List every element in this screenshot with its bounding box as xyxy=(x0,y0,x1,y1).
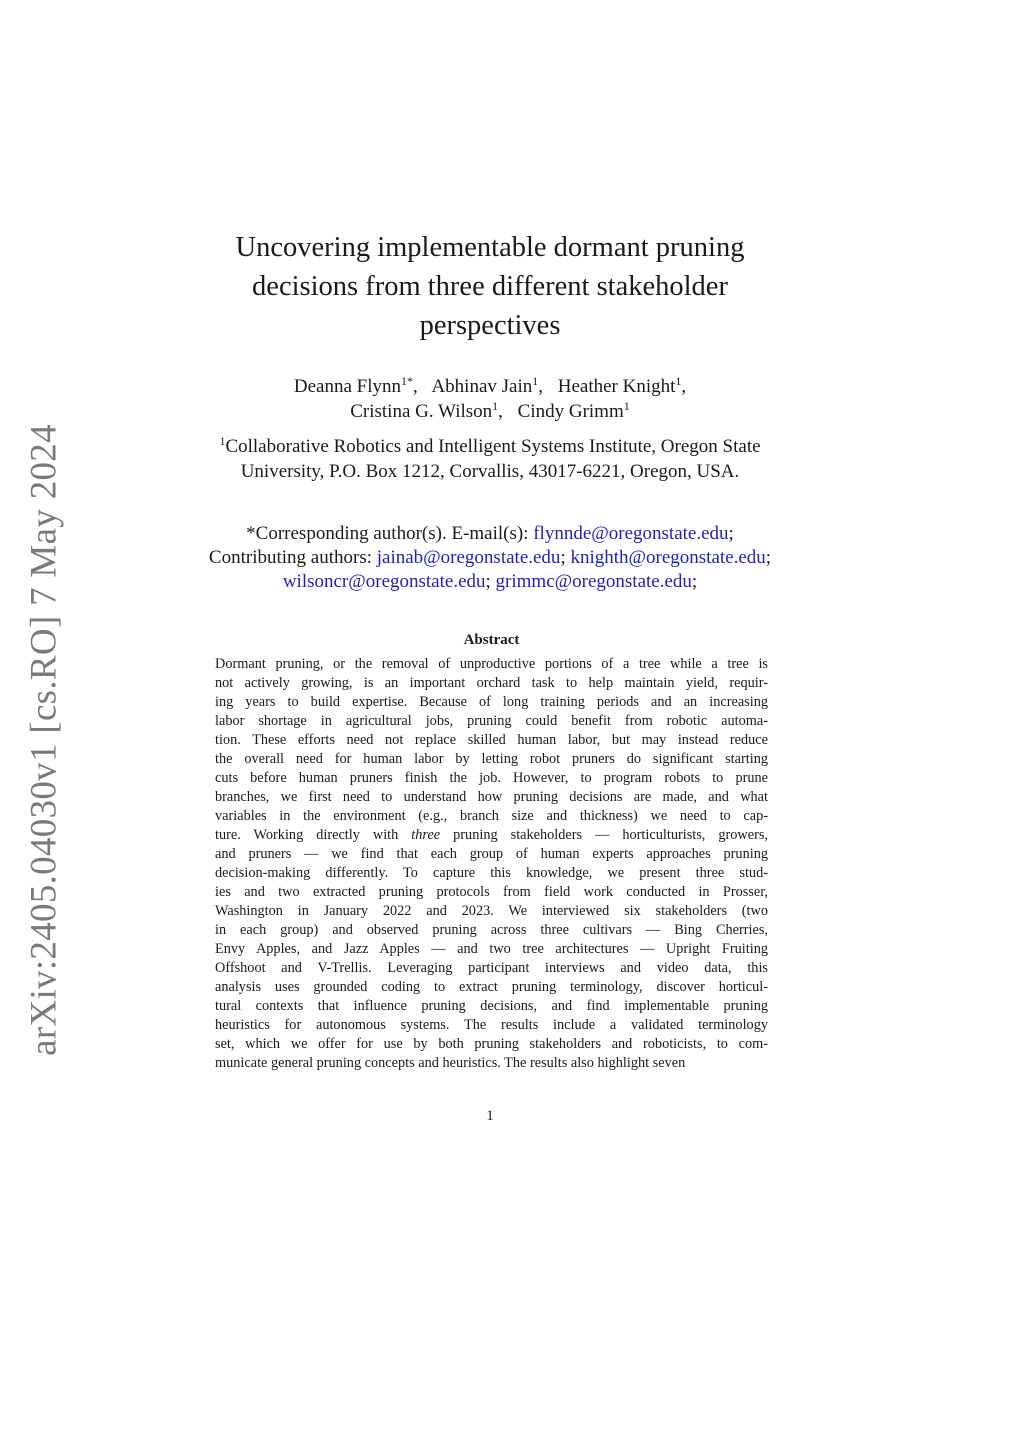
affiliation xyxy=(150,434,830,484)
contributing-label: Contributing authors: xyxy=(208,547,377,568)
email-separator: ; xyxy=(485,571,491,592)
contributing-email-link[interactable]: grimmc@oregonstate.edu xyxy=(495,571,692,592)
author-line xyxy=(150,399,830,424)
author-separator: , xyxy=(412,376,418,397)
abstract-line: branches, we first need to understand how pruning decisions are made, and what xyxy=(215,789,768,805)
author-name: Deanna Flynn xyxy=(293,376,401,397)
abstract-line: tural contexts that influence pruning decisions, and find implementable pruning xyxy=(215,998,768,1014)
abstract-line: Envy Apples, and Jazz Apples — and two tree architectures — Upright Fruiting xyxy=(215,941,768,957)
abstract-line: cuts before human pruners finish the job. However, to program robots to prune xyxy=(215,770,768,786)
abstract-line: ies and two extracted pruning protocols from field work conducted in Prosser, xyxy=(215,884,768,900)
abstract-body xyxy=(215,655,768,1073)
author-list xyxy=(150,374,830,424)
contributing-email-link[interactable]: jainab@oregonstate.edu xyxy=(376,547,561,568)
corresponding-email-link[interactable]: flynnde@oregonstate.edu xyxy=(533,523,729,544)
author-affiliation-mark: 1 xyxy=(623,399,630,413)
contributing-email-link[interactable]: knighth@oregonstate.edu xyxy=(570,547,766,568)
paper-title xyxy=(180,228,800,345)
author-name: Cindy Grimm xyxy=(517,401,624,422)
abstract-line: ing years to build expertise. Because of long training periods and an increasing xyxy=(215,694,768,710)
author-affiliation-mark: 1* xyxy=(400,374,413,388)
abstract-line: not actively growing, is an important orchard task to help maintain yield, requir- xyxy=(215,675,768,691)
email-separator: ; xyxy=(765,547,772,568)
abstract-line: labor shortage in agricultural jobs, pruning could benefit from robotic automa- xyxy=(215,713,768,729)
title-line: perspectives xyxy=(419,310,561,341)
email-separator: ; xyxy=(691,571,698,592)
abstract-line: set, which we offer for use by both pruning stakeholders and roboticists, to com- xyxy=(215,1036,768,1052)
abstract-line: tion. These efforts need not replace skilled human labor, but may instead reduce xyxy=(215,732,768,748)
affiliation-mark: 1 xyxy=(219,434,226,448)
abstract-line: decision-making differently. To capture this knowledge, we present three stud- xyxy=(215,865,768,881)
author-separator: , xyxy=(681,376,687,397)
abstract-line: analysis uses grounded coding to extract pruning terminology, discover horticul- xyxy=(215,979,768,995)
contributing-authors-line xyxy=(150,570,830,594)
contributing-authors-line xyxy=(150,546,830,570)
abstract-line: and pruners — we find that each group of human experts approaches pruning xyxy=(215,846,768,862)
affiliation-text: Collaborative Robotics and Intelligent Systems Institute, Oregon State xyxy=(225,436,761,457)
contact-block xyxy=(150,522,830,594)
contributing-email-link[interactable]: wilsoncr@oregonstate.edu xyxy=(282,571,486,592)
abstract-line: variables in the environment (e.g., branch size and thickness) we need to cap- xyxy=(215,808,768,824)
abstract-heading: Abstract xyxy=(463,632,520,648)
author-affiliation-mark: 1 xyxy=(532,374,539,388)
affiliation-line: University, P.O. Box 1212, Corvallis, 43017-6221, Oregon, USA. xyxy=(240,461,740,482)
title-line: decisions from three different stakeholder xyxy=(252,271,728,302)
email-separator: ; xyxy=(560,547,566,568)
email-separator: ; xyxy=(728,523,734,544)
author-name: Heather Knight xyxy=(557,376,676,397)
arxiv-identifier-text: arXiv:2405.04030v1 [cs.RO] 7 May 2024 xyxy=(23,424,65,1056)
abstract-line: in each group) and observed pruning across three cultivars — Bing Cherries, xyxy=(215,922,768,938)
abstract-line: heuristics for autonomous systems. The results include a validated terminology xyxy=(215,1017,768,1033)
author-name: Abhinav Jain xyxy=(431,376,533,397)
corresponding-author-line xyxy=(150,522,830,546)
affiliation-line xyxy=(150,434,830,459)
abstract-line: Washington in January 2022 and 2023. We interviewed six stakeholders (two xyxy=(215,903,768,919)
author-separator: , xyxy=(498,401,503,422)
abstract-line: ture. Working directly with three pruning stakeholders — horticulturists, growers, xyxy=(215,827,768,843)
page-number: 1 xyxy=(486,1108,494,1124)
abstract-line: Offshoot and V-Trellis. Leveraging participant interviews and video data, this xyxy=(215,960,768,976)
author-line xyxy=(150,374,830,399)
abstract-line: Dormant pruning, or the removal of unproductive portions of a tree while a tree is xyxy=(215,656,768,672)
abstract-line: the overall need for human labor by letting robot pruners do significant starting xyxy=(215,751,768,767)
author-affiliation-mark: 1 xyxy=(492,399,499,413)
title-line: Uncovering implementable dormant pruning xyxy=(235,232,745,263)
corresponding-label: *Corresponding author(s). E-mail(s): xyxy=(246,523,534,544)
author-affiliation-mark: 1 xyxy=(675,374,682,388)
author-separator: , xyxy=(538,376,543,397)
abstract-line: municate general pruning concepts and heuristics. The results also highlight seven xyxy=(215,1055,686,1071)
abstract-emphasis: three xyxy=(411,827,441,843)
author-name: Cristina G. Wilson xyxy=(350,401,493,422)
